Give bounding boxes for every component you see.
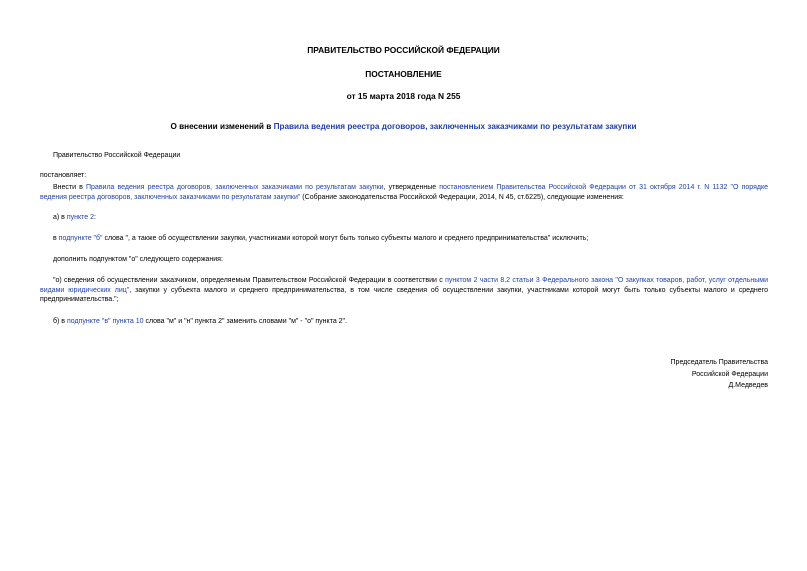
intro-text: Правительство Российской Федерации — [53, 152, 181, 159]
document-title — [0, 122, 807, 131]
subclause-b-link[interactable]: подпункте "б" — [58, 235, 103, 242]
rules-link[interactable]: Правила ведения реестра договоров, заключенных заказчиками по результатам закупки — [86, 184, 384, 191]
item-a2: дополнить подпунктом "о" следующего содержания: — [53, 256, 223, 263]
title-prefix: О внесении изменений в — [170, 122, 274, 131]
clause-10-link[interactable]: подпункте "в" пункта 10 — [66, 318, 144, 325]
header-government: ПРАВИТЕЛЬСТВО РОССИЙСКОЙ ФЕДЕРАЦИИ — [307, 45, 500, 55]
item-a-text-2: : — [94, 214, 96, 221]
header-doc-type: ПОСТАНОВЛЕНИЕ — [365, 69, 442, 79]
item-a1 — [53, 234, 588, 244]
signature-title-1: Председатель Правительства — [670, 359, 768, 366]
federal-law-link[interactable]: пунктом 2 части 8.2 статьи 3 Федерального закона "О закупках товаров, работ, услуг отдельными видами юридических лиц" — [40, 277, 768, 294]
decrees-text: постановляет: — [40, 172, 87, 179]
item-b — [53, 317, 347, 327]
main-text-3: (Собрание законодательства Российской Федерации, 2014, N 45, ст.6225), следующие изменения: — [300, 193, 624, 201]
signature-title-2: Российской Федерации — [691, 370, 768, 378]
item-b-text-1: б) в — [53, 318, 67, 325]
main-text-2: , утвержденные — [383, 184, 440, 191]
item-b-text-2: слова "м" и "н" пункта 2" заменить словами "м" - "о" пункта 2". — [143, 318, 347, 325]
item-a1-text-1: в — [53, 235, 59, 242]
clause-2-link[interactable]: пункте 2 — [66, 214, 94, 221]
decree-link[interactable]: постановлением Правительства Российской Федерации от 31 октября 2014 г. N 1132 "О порядке ведения реестра договоров, заключенных заказчиками по результатам закупки" — [40, 184, 768, 201]
o-text-1: "о) сведения об осуществлении заказчиком, определяемым Правительством Российской Федерации в соответствии с — [53, 277, 446, 284]
header-date-number: от 15 марта 2018 года N 255 — [346, 91, 461, 101]
signature-block — [671, 357, 768, 392]
main-text-1: Внести в — [53, 184, 86, 191]
o-text-2: , закупки у субъекта малого и среднего предпринимательства, в том числе сведения об осуществлении закупки, участниками которой могут быть только субъекты малого и среднего предпринимательства."; — [40, 286, 768, 304]
signature-name: Д.Медведев — [728, 382, 768, 389]
item-a — [53, 213, 96, 223]
subclause-o-paragraph — [40, 276, 768, 305]
main-paragraph — [40, 183, 768, 202]
item-a1-text-2: слова ", а также об осуществлении закупки, участниками которой могут быть только субъекты малого и среднего предпринимательства" исключить; — [102, 235, 589, 242]
title-link[interactable]: Правила ведения реестра договоров, заключенных заказчиками по результатам закупки — [273, 122, 637, 131]
item-a-text-1: а) в — [53, 214, 67, 221]
